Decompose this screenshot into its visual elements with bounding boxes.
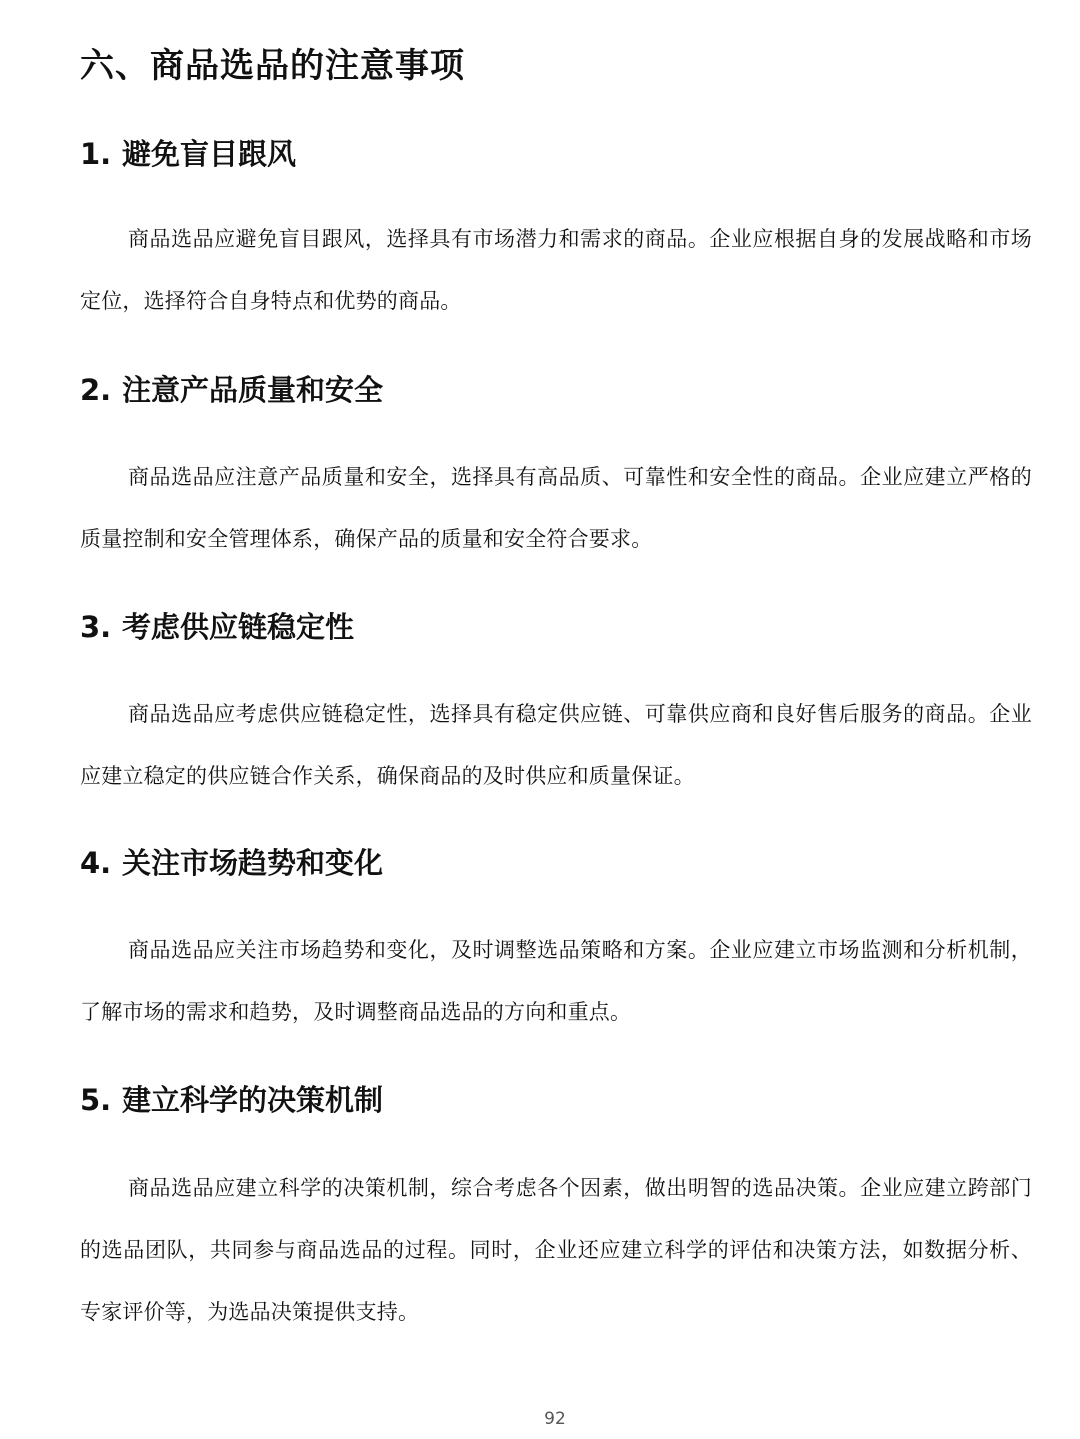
section-1-paragraph: 商品选品应避免盲目跟风，选择具有市场潜力和需求的商品。企业应根据自身的发展战略和市场定位，选择符合自身特点和优势的商品。 xyxy=(80,227,1032,313)
section-4-title: 关注市场趋势和变化 xyxy=(122,846,384,880)
section-5-heading xyxy=(80,1080,383,1120)
section-5-title: 建立科学的决策机制 xyxy=(122,1083,384,1117)
section-3-paragraph: 商品选品应考虑供应链稳定性，选择具有稳定供应链、可靠供应商和良好售后服务的商品。企业应建立稳定的供应链合作关系，确保商品的及时供应和质量保证。 xyxy=(80,702,1032,788)
section-1-title: 避免盲目跟风 xyxy=(122,137,297,171)
section-3-title: 考虑供应链稳定性 xyxy=(122,610,355,644)
section-4-heading xyxy=(80,843,383,883)
section-5-number: 5. xyxy=(80,1083,112,1117)
section-3-number: 3. xyxy=(80,610,112,644)
section-4-number: 4. xyxy=(80,846,112,880)
section-2-heading xyxy=(80,370,383,410)
page-title: 六、商品选品的注意事项 xyxy=(80,46,465,86)
section-2-paragraph: 商品选品应注意产品质量和安全，选择具有高品质、可靠性和安全性的商品。企业应建立严格的质量控制和安全管理体系，确保产品的质量和安全符合要求。 xyxy=(80,465,1032,551)
section-4-paragraph: 商品选品应关注市场趋势和变化，及时调整选品策略和方案。企业应建立市场监测和分析机制，了解市场的需求和趋势，及时调整商品选品的方向和重点。 xyxy=(80,938,1032,1024)
section-1-heading xyxy=(80,134,296,174)
section-1-number: 1. xyxy=(80,137,112,171)
section-2-title: 注意产品质量和安全 xyxy=(122,373,384,407)
section-3-heading xyxy=(80,607,354,647)
section-5-paragraph: 商品选品应建立科学的决策机制，综合考虑各个因素，做出明智的选品决策。企业应建立跨部门的选品团队，共同参与商品选品的过程。同时，企业还应建立科学的评估和决策方法，如数据分析、专家评价等，为选品决策提供支持。 xyxy=(80,1176,1032,1324)
section-2-number: 2. xyxy=(80,373,112,407)
page-number: 92 xyxy=(544,1409,566,1429)
